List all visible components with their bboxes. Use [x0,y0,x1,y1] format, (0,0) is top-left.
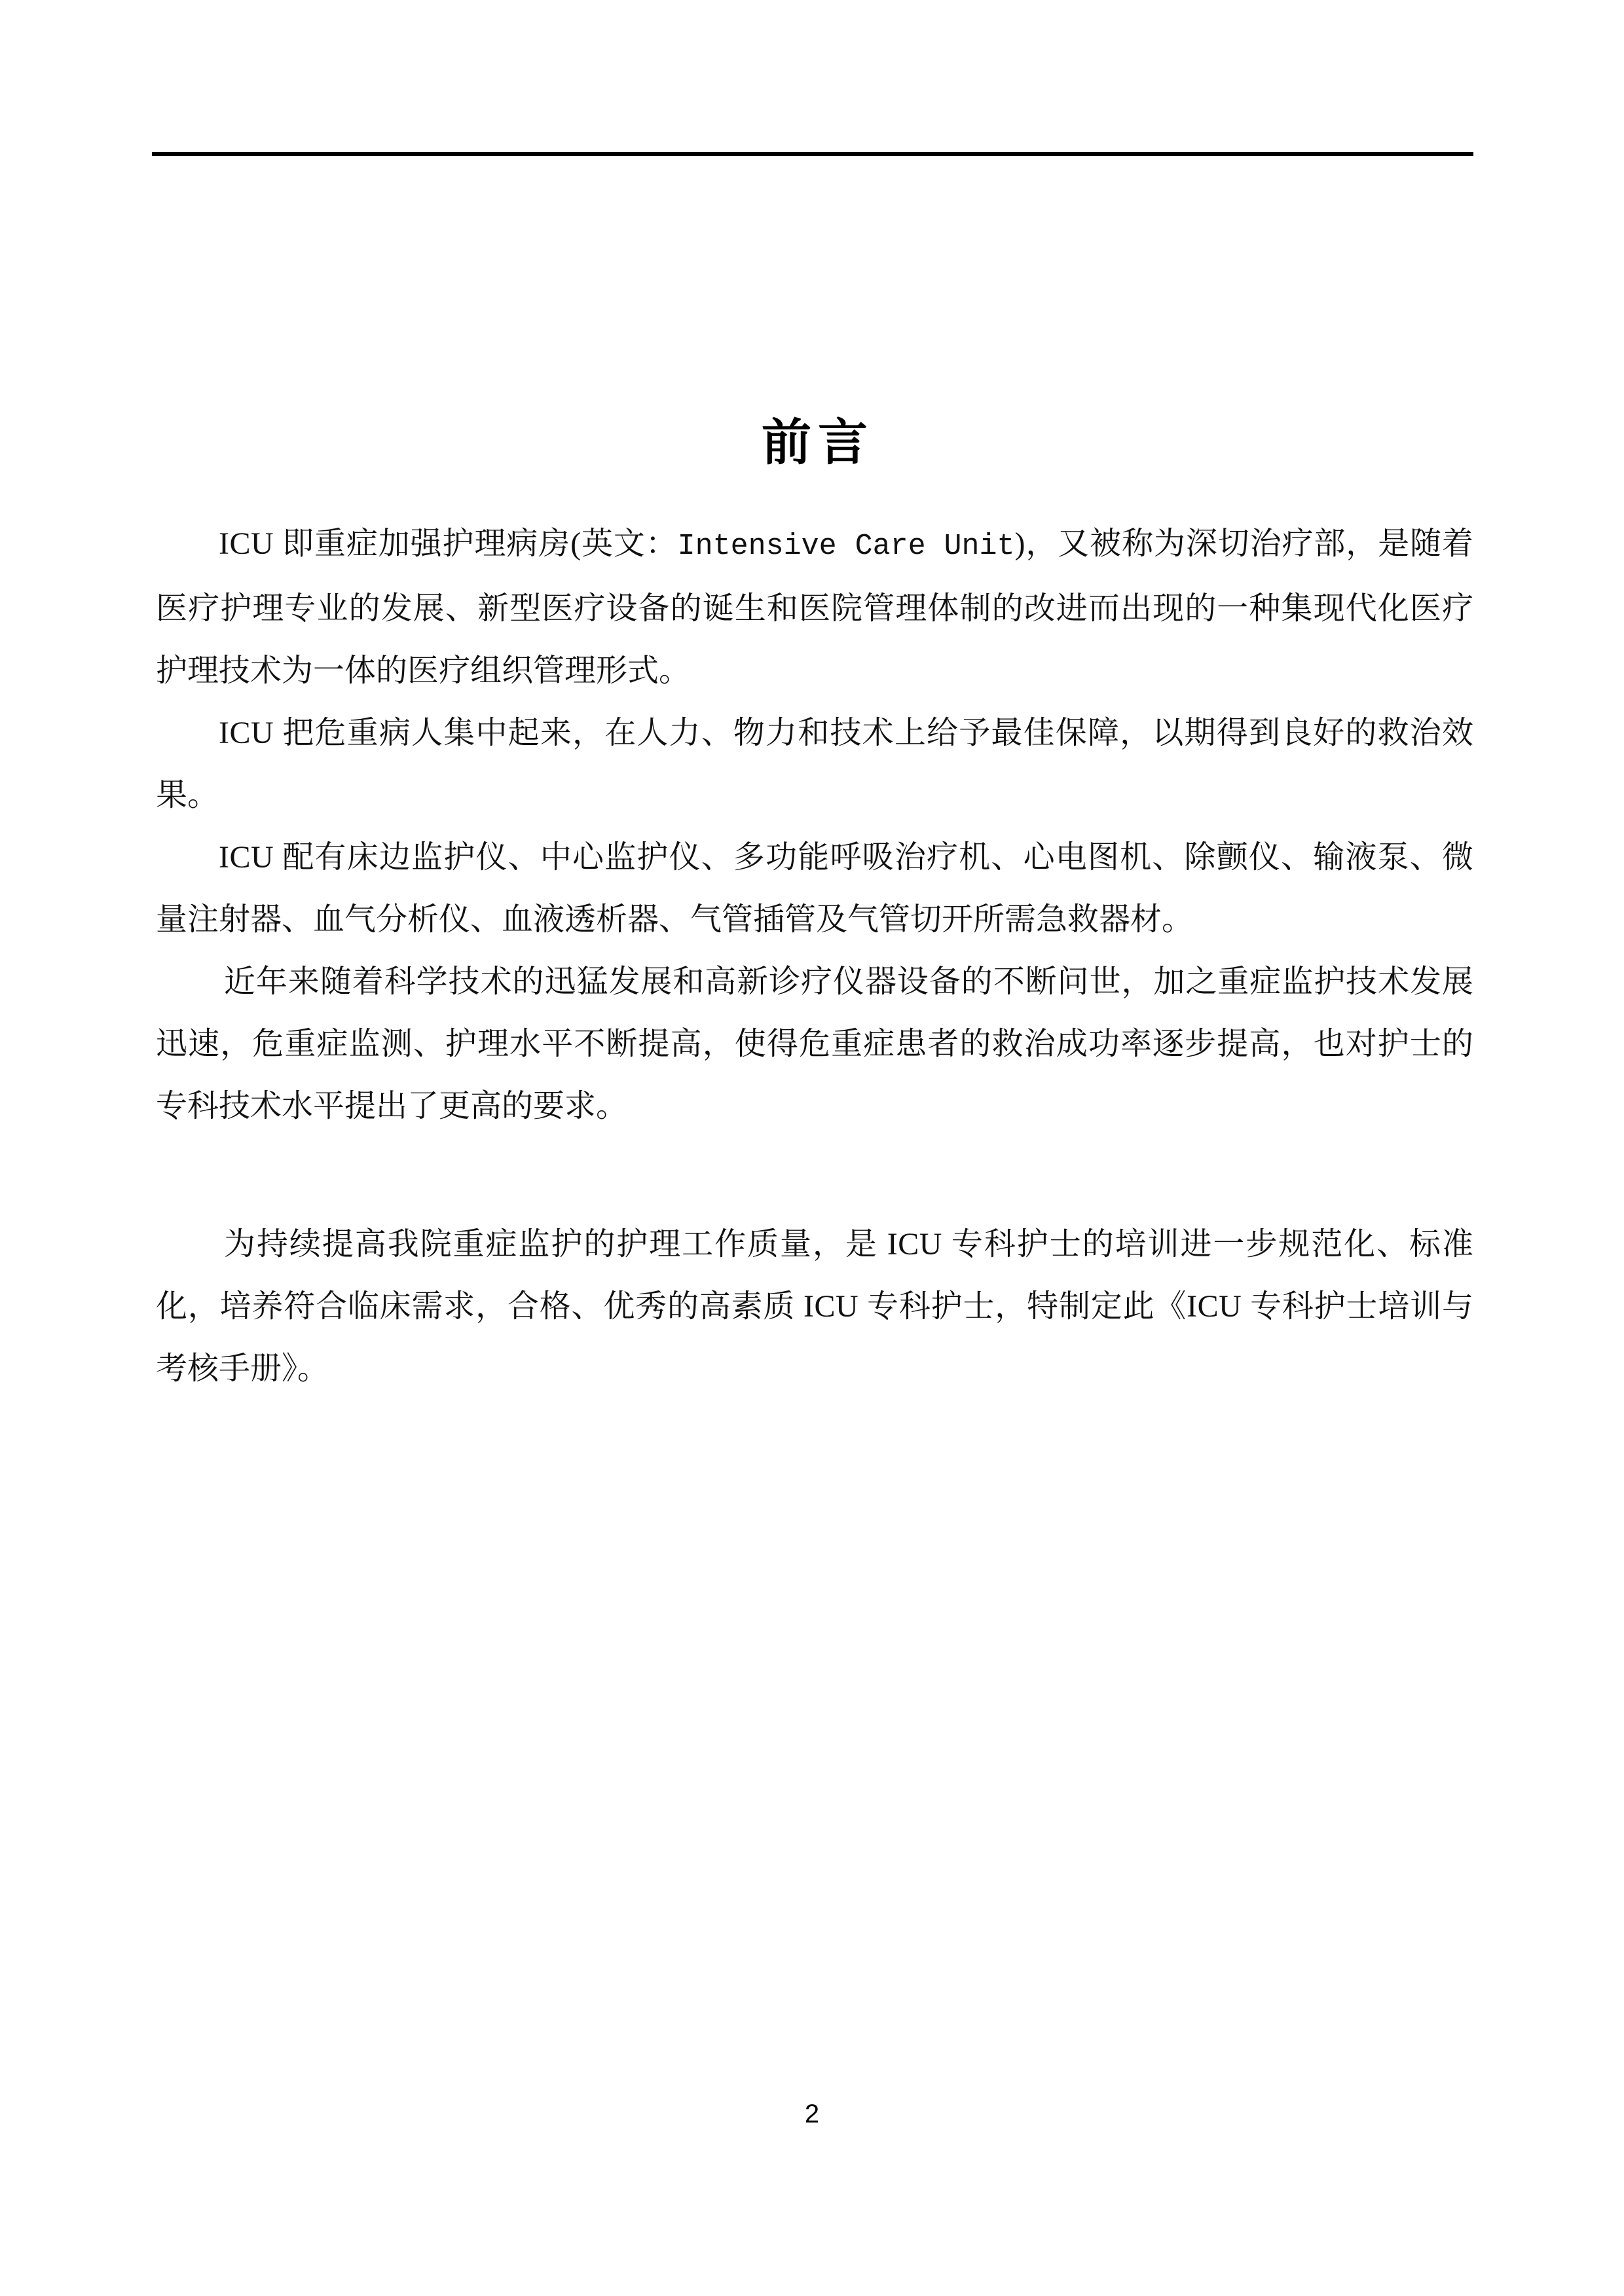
page-content [156,196,1473,1400]
text-run-latin: ICU [219,840,274,875]
text-run-cjk: 专科护士的培训进一步规范化、标准化，培养符合临床需求，合格、优秀的高素质 [156,1227,1473,1324]
text-run-cjk: 配有床边监护仪、中心监护仪、多功能呼吸治疗机、心电图机、除颤仪、输液泵、微量注射器、血气分析仪、血液透析器、气管插管及气管切开所需急救器材。 [156,840,1473,937]
paragraph-p4 [156,951,1473,1137]
paragraph-p1 [156,513,1473,702]
paragraph-p3 [156,826,1473,951]
text-run-latin: ICU [887,1227,942,1262]
body-text [156,513,1473,1400]
text-run-cjk: 专科护士培训与考核手册》。 [156,1289,1473,1386]
page-number: 2 [804,2100,820,2128]
text-run-latin: ICU [803,1289,859,1324]
text-run-cjk: 即重症加强护理病房(英文： [274,526,678,561]
text-run-cjk: 把危重病人集中起来，在人力、物力和技术上给予最佳保障，以期得到良好的救治效果。 [156,716,1473,812]
text-run-latin: ICU [219,716,274,750]
text-run-latin: ICU [219,526,274,561]
text-run-cjk: 专科护士，特制定此《 [858,1289,1187,1324]
paragraph-p5 [156,1213,1473,1400]
paragraph-p2 [156,702,1473,826]
text-run-mono: Intensive Care Unit [677,530,1015,563]
text-run-latin: ICU [1187,1289,1242,1324]
text-run-cjk: )，又被称为深切治疗部，是随着医疗护理专业的发展、新型医疗设备的诞生和医院管理体制的改进而出现的一种集现代化医疗护理技术为一体的医疗组织管理形式。 [156,526,1473,688]
text-run-cjk: 近年来随着科学技术的迅猛发展和高新诊疗仪器设备的不断问世，加之重症监护技术发展迅速，危重症监测、护理水平不断提高，使得危重症患者的救治成功率逐步提高，也对护士的专科技术水平提出了更高的要求。 [156,964,1473,1123]
page-title: 前言 [762,416,874,471]
page-header [0,0,1624,170]
header-rule [152,152,1473,156]
text-run-cjk: 为持续提高我院重症监护的护理工作质量，是 [224,1227,887,1262]
page-footer [0,2062,1624,2193]
